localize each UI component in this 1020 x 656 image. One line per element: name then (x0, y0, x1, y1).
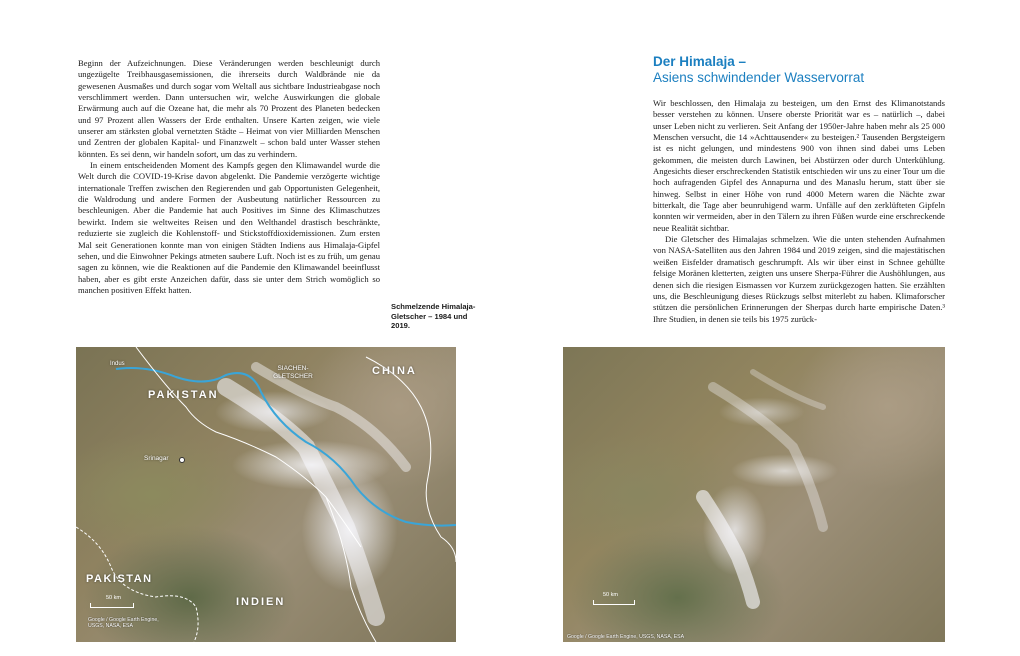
label-pakistan-bottom: PAKISTAN (86, 573, 153, 585)
label-srinagar: Srinagar (144, 455, 169, 462)
satellite-map-1984 (76, 347, 456, 642)
label-china: CHINA (372, 365, 417, 377)
label-siachen-glacier: SIACHEN- GLETSCHER (273, 365, 313, 380)
map-overlay-2019 (563, 347, 945, 642)
label-indus: Indus (110, 361, 125, 367)
border-line (366, 357, 456, 562)
paragraph: Wir beschlossen, den Himalaja zu besteigen, um den Ernst des Klimanotstands besser verstehen zu können. Unsere oberste Priorität war es – natürlich –, dabei unser Leben nicht zu verlieren. Seit Anfang der 1950er-Jahre haben mehr als 25 000 Menschen versucht, die 14 »Achttausender« zu besteigen.² Tausenden Bergsteigern ist es nicht gelungen, und mindestens 900 von ihnen sind dabei ums Leben gekommen, die meisten durch Lawinen, bei Abstürzen oder durch Unterkühlung. Angesichts dieser erschreckenden Statistik entschieden wir uns zu einer Tour um die hoch aufragenden Gipfel des Annapurna und des Manaslu herum, statt über sie hinweg. Selbst in einer Höhe von rund 4000 Metern waren die Nächte zwar bitterkalt, die Tage aber beunruhigend warm. Unfälle auf den zerklüfteten Gipfeln konnten wir vermeiden, aber in den Tälern zu ihren Füßen wurde eine erschreckende neue Realität sichtbar. (653, 98, 945, 233)
heading-title: Der Himalaja – (653, 54, 747, 69)
right-text-column (653, 98, 945, 325)
left-text-column (78, 58, 380, 296)
paragraph: Beginn der Aufzeichnungen. Diese Veränderungen werden beschleunigt durch ungezügelte Treibhausgasemissionen, die ihrerseits durch Waldbrände nie da gewesenen Ausmaßes und durch sogar vom Weltall aus sichtbare Industrieabgase noch verschlimmert werden. Dann untersuchen wir, welche Auswirkungen die globale Erwärmung auch auf die Ozeane hat, die mehr als 70 Prozent des Planeten bedecken und 97 Prozent allen Wassers der Erde enthalten. Unsere Karten zeigen, wie viele unserer am stärksten global vernetzten Städte – Heimat von vier Milliarden Menschen und Zentren der globalen Kapital- und Finanzwelt – schon bald unter Wasser stehen könnten. Es sei denn, wir handeln sofort, um das zu verhindern. (78, 58, 380, 159)
scale-bar (90, 603, 134, 608)
snow-ridge (703, 497, 753, 602)
srinagar-dot (179, 457, 185, 463)
paragraph: In einem entscheidenden Moment des Kampfs gegen den Klimawandel wurde die Welt durch die COVID-19-Krise davon abgelenkt. Die Pandemie verzögerte wichtige internationale Treffen zwischen den Regierenden und gab Opportunisten Gelegenheit, die Waldrodung und andere Formen der Ausbeutung natürlicher Ressourcen zu beschleunigen. Aber die Pandemie hat auch Positives im Sinne des Klimaschutzes bewirkt. Indem sie weltweites Reisen und den Welthandel drastisch beschränkte, reduzierte sie zugleich die Kohlenstoff- und Stickstoffdioxidemissionen. Zum ersten Mal seit Generationen konnte man von einigen Städten Indiens aus Himalaja-Gipfel sehen, und die Einwohner Pekings atmeten saubere Luft. Noch ist es zu früh, um genau sagen zu können, wie die Reaktionen auf die Pandemie den Klimawandel beeinflusst haben, aber es gibt erste Anzeichen dafür, dass sie unter dem Strich womöglich so manchen positiven Effekt hatten. (78, 160, 380, 295)
satellite-map-2019 (563, 347, 945, 642)
snow-ridge (753, 372, 823, 407)
section-heading (653, 54, 953, 86)
figure-caption: Schmelzende Himalaja-Gletscher – 1984 und 2019. (391, 302, 476, 331)
scale-bar (593, 600, 635, 605)
scale-label: 50 km (603, 592, 618, 598)
heading-subtitle: Asiens schwindender Wasservorrat (653, 70, 865, 85)
paragraph: Die Gletscher des Himalajas schmelzen. Wie die unten stehenden Aufnahmen von NASA-Satelliten aus den Jahren 1984 und 2019 zeigen, sind die majestätischen weißen Eisfelder dramatisch geschrumpft. Als wir über einst in Schnee gehüllte felsige Moränen kletterten, zeigten uns unsere Sherpa-Führer die Aushöhlungen, aus denen sich die riesigen Eismassen vor Kurzem zurückgezogen hatten. Sie erzählten uns, die Beschleunigung dieses Rückzugs selbst miterlebt zu haben. Klimaforscher stützen die persönlichen Erinnerungen der Sherpas durch harte empirische Daten.³ Ihre Studien, in denen sie teils bis 1975 zurück- (653, 234, 945, 324)
label-indien: INDIEN (236, 596, 286, 608)
label-pakistan-top: PAKISTAN (148, 389, 219, 401)
scale-label: 50 km (106, 595, 121, 601)
image-credit: Google / Google Earth Engine, USGS, NASA, ESA (567, 634, 685, 640)
image-credit: Google / Google Earth Engine, USGS, NASA, ESA (88, 617, 159, 630)
snow-ridge (713, 387, 823, 527)
